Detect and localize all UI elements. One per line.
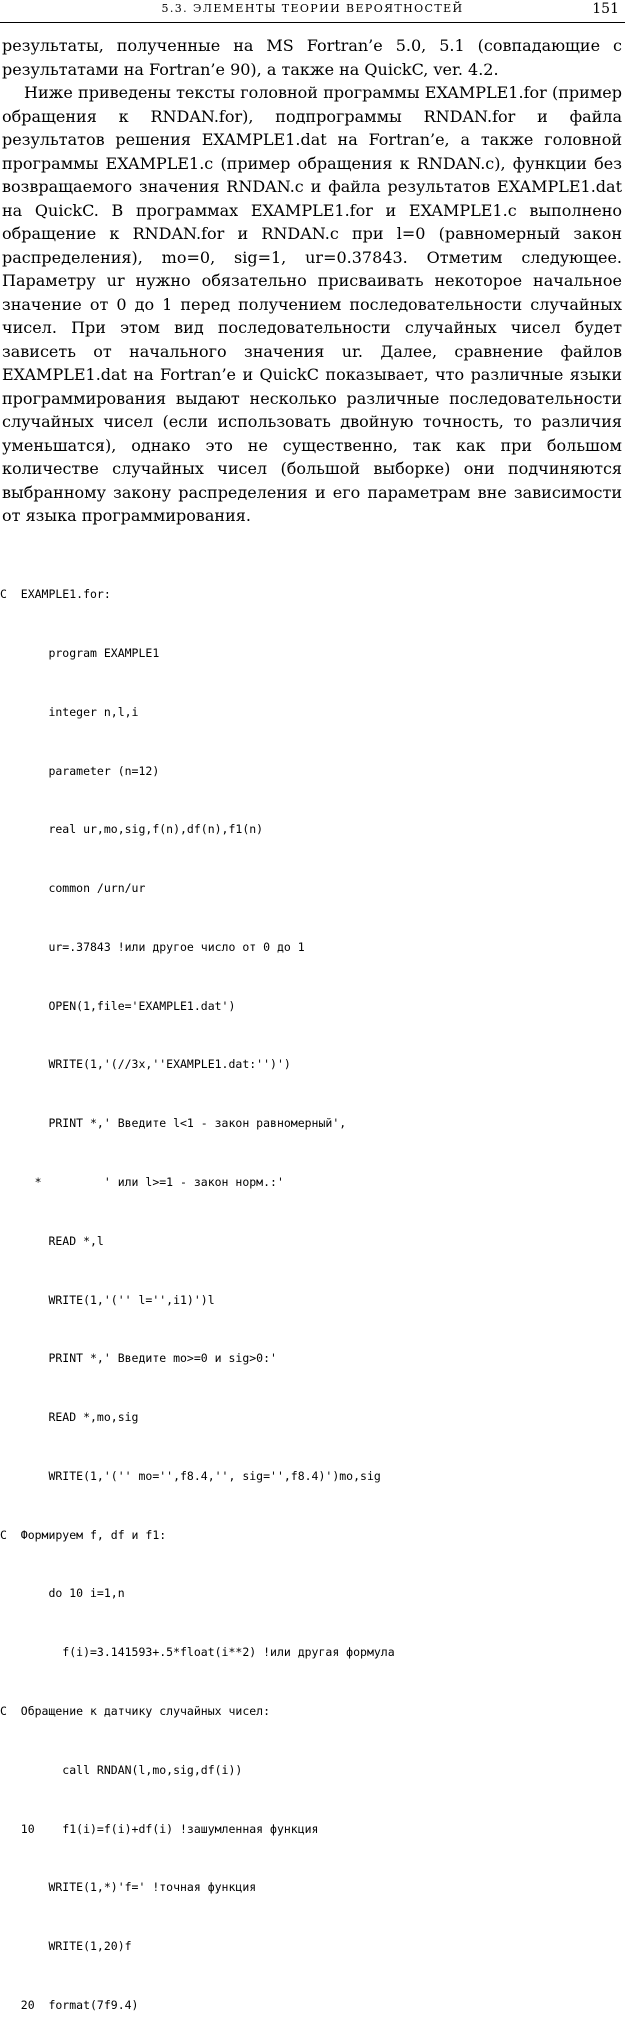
code-line: WRITE(1,*)'f=' !точная функция	[0, 1880, 257, 1895]
code-line: * ' или l>=1 - закон норм.:'	[0, 1175, 284, 1189]
code-line: WRITE(1,'('' l='',i1)')l	[0, 1292, 215, 1307]
code-line: PRINT *,' Введите l<1 - закон равномерный',	[0, 1116, 347, 1131]
code-listing	[0, 546, 625, 2035]
code-line: do 10 i=1,n	[0, 1586, 125, 1601]
code-line: 10 f1(i)=f(i)+df(i) !зашумленная функция	[0, 1821, 319, 1836]
code-line: common /urn/ur	[0, 881, 146, 896]
code-line: parameter (n=12)	[0, 763, 160, 778]
code-line: program EXAMPLE1	[0, 645, 160, 660]
code-line: C Формируем f, df и f1:	[0, 1527, 167, 1542]
running-title: 5.3. ЭЛЕМЕНТЫ ТЕОРИИ ВЕРОЯТНОСТЕЙ	[161, 2, 464, 15]
code-line: f(i)=3.141593+.5*float(i**2) !или другая формула	[0, 1645, 395, 1660]
code-line: 20 format(7f9.4)	[0, 1997, 139, 2012]
body-text	[2, 34, 622, 528]
code-line: C EXAMPLE1.for:	[0, 587, 111, 602]
code-line: call RNDAN(l,mo,sig,df(i))	[0, 1762, 243, 1777]
code-line: ur=.37843 !или другое число от 0 до 1	[0, 939, 305, 954]
paragraph: Ниже приведены тексты головной программы EXAMPLE1.for (пример обращения к RNDAN.for), подпрограммы RNDAN.for и файла результатов решения EXAMPLE1.dat на Fortran’e, а также головной программы EXAMPLE1.c (пример обращения к RNDAN.c), функции без возвращаемого значения RNDAN.c и файла результатов EXAMPLE1.dat на QuickC. В программах EXAMPLE1.for и EXAMPLE1.c выполнено обращение к RNDAN.for и RNDAN.c при l=0 (равномерный закон распределения), mo=0, sig=1, ur=0.37843. Отметим следующее. Параметру ur нужно обязательно присваивать некоторое начальное значение от 0 до 1 перед получением последовательности случайных чисел. При этом вид последовательности случайных чисел будет зависеть от начального значения ur. Далее, сравнение файлов EXAMPLE1.dat на Fortran’e и QuickC показывает, что различные языки программирования выдают несколько различные последовательности случайных чисел (если использовать двойную точность, то различия уменьшатся), однако это не существенно, так как при большом количестве случайных чисел (большой выборке) они подчиняются выбранному закону распределения и его параметрам вне зависимости от языка программирования.	[2, 83, 622, 525]
page-number: 151	[592, 1, 619, 17]
code-line: WRITE(1,'('' mo='',f8.4,'', sig='',f8.4)')mo,sig	[0, 1468, 381, 1483]
code-line: PRINT *,' Введите mo>=0 и sig>0:'	[0, 1351, 277, 1366]
code-line: READ *,l	[0, 1233, 104, 1248]
paragraph: результаты, полученные на MS Fortran’e 5.0, 5.1 (совпадающие с результатами на Fortran’e 90), а также на QuickC, ver. 4.2.	[2, 36, 622, 79]
code-line: WRITE(1,'(//3x,''EXAMPLE1.dat:'')')	[0, 1057, 291, 1072]
code-line: real ur,mo,sig,f(n),df(n),f1(n)	[0, 822, 264, 837]
code-line: OPEN(1,file='EXAMPLE1.dat')	[0, 998, 236, 1013]
code-line: READ *,mo,sig	[0, 1410, 139, 1425]
code-line: C Обращение к датчику случайных чисел:	[0, 1704, 271, 1719]
running-header	[0, 0, 625, 23]
code-line: integer n,l,i	[0, 704, 139, 719]
code-line: WRITE(1,20)f	[0, 1939, 132, 1954]
